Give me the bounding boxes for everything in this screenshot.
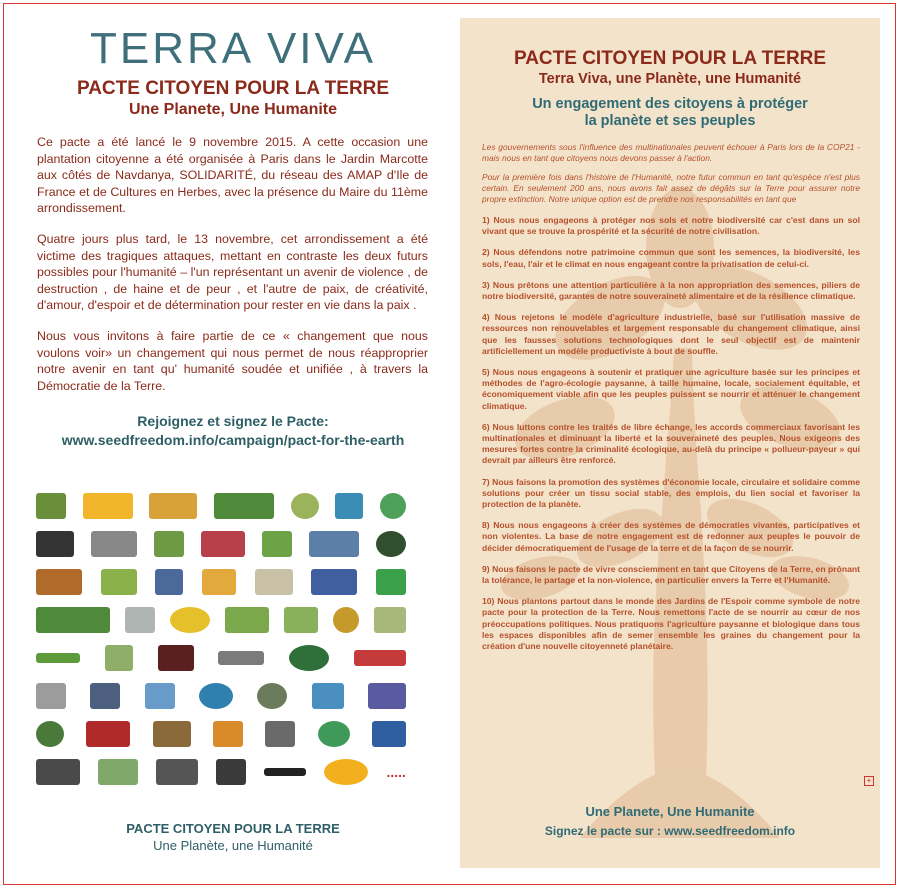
- pact-point-6: 6) Nous luttons contre les traités de libre échange, les accords commerciaux favorisant les multinationales et diminuant la liberté et la souveraineté des peuples. Nous exigeons des mesures fortes contre la criminalité écologique, au-delà du principe « pollueur-payeur » qui devrait par ailleurs être renforcé.: [482, 421, 860, 466]
- partner-logo: [264, 768, 306, 776]
- partner-logo: [265, 721, 295, 747]
- logo-row: [36, 640, 406, 676]
- partner-logo: [225, 607, 269, 633]
- partner-logo: [284, 607, 318, 633]
- partner-logos: [36, 488, 406, 792]
- intro-paragraph: Pour la première fois dans l'histoire de l'Humanité, notre futur commun en tant qu'espèce n'est plus certain. En seulement 200 ans, nous avons fait assez de dégâts sur la Terre pour assurer notre propre extinction. Notre unique option est de prendre nos responsabilités en tant que: [482, 172, 860, 204]
- partner-logo: [158, 645, 194, 671]
- tagline-line-1: Un engagement des citoyens à protéger: [532, 96, 808, 112]
- partner-logo: [149, 493, 197, 519]
- partner-logo: [309, 531, 359, 557]
- partner-logo: [312, 683, 344, 709]
- partner-logo: [376, 569, 406, 595]
- partner-logo: [36, 721, 64, 747]
- partner-logo: [376, 531, 406, 557]
- pact-points: [482, 215, 860, 652]
- partner-logo: [98, 759, 138, 785]
- pact-content: [460, 18, 880, 662]
- partner-logo: [101, 569, 137, 595]
- plus-icon[interactable]: +: [864, 776, 874, 786]
- intro-paragraph: Les gouvernements sous l'influence des multinationales peuvent échouer à Paris lors de la COP21 - mais nous en tant que citoyens nous devons passer à l'action.: [482, 142, 860, 163]
- partner-logo: [154, 531, 184, 557]
- partner-logo: [291, 493, 319, 519]
- partner-logo: [324, 759, 368, 785]
- partner-logo: [36, 683, 66, 709]
- partner-logo: [170, 607, 210, 633]
- invitation-paragraph: Nous vous invitons à faire partie de ce « changement que nous voulons voir» un changement qui nous permet de nous réapproprier notre avenir en tant qu' humanité soudée et unifiée , à travers la Démocratie de la Terre.: [37, 328, 428, 393]
- partner-logo: [318, 721, 350, 747]
- partner-logo: [380, 493, 406, 519]
- partner-logo: [216, 759, 246, 785]
- right-footer-motto: Une Planete, Une Humanite: [585, 804, 755, 819]
- left-subtitle: Une Planete, Une Humanite: [128, 101, 338, 118]
- pact-point-4: 4) Nous rejetons le modèle d'agriculture industrielle, basé sur l'utilisation massive de ressources non renouvelables et largement responsable du changement climatique, ainsi que les fausses solutions technologiques dont le seul objectif est de maintenir artificiellement un modèle productiviste à bout de souffle.: [482, 312, 860, 356]
- logo-row: [36, 488, 406, 524]
- pact-point-7: 7) Nous faisons la promotion des systèmes d'économie locale, circulaire et solidaire comme solutions pour créer un tissu social stable, des emplois, du lien social et favoriser la protection de la planète.: [482, 476, 860, 510]
- partner-logo: [214, 493, 274, 519]
- logo-row: [36, 526, 406, 562]
- more-logos-ellipsis: .....: [386, 764, 406, 780]
- partner-logo: [368, 683, 406, 709]
- logo-row: [36, 602, 406, 638]
- partner-logo: [36, 569, 82, 595]
- partner-logo: [374, 607, 406, 633]
- partner-logo: [83, 493, 133, 519]
- partner-logo: [105, 645, 133, 671]
- partner-logo: [153, 721, 191, 747]
- partner-logo: [36, 653, 80, 663]
- intro-paragraph: Ce pacte a été lancé le 9 novembre 2015. A cette occasion une plantation citoyenne a été organisée à Paris dans le Jardin Marcotte aux côtés de Navdanya, SOLIDARITÉ, du réseau des AMAP d'Ile de France et de Cultures en Herbes, avec la présence du Maire du 11ème arrondissement.: [37, 135, 428, 216]
- partner-logo: [255, 569, 293, 595]
- partner-logo: [155, 569, 183, 595]
- partner-logo: [36, 759, 80, 785]
- left-title: PACTE CITOYEN POUR LA TERRE: [76, 78, 390, 99]
- partner-logo: [86, 721, 130, 747]
- partner-logo: [202, 569, 236, 595]
- pact-point-1: 1) Nous nous engageons à protéger nos sols et notre biodiversité car c'est dans un sol vivant que se trouve la prospérité et la sécurité de notre civilisation.: [482, 215, 860, 237]
- partner-logo: [91, 531, 137, 557]
- partner-logo: [156, 759, 198, 785]
- partner-logo: [289, 645, 329, 671]
- logo-row: [36, 678, 406, 714]
- partner-logo: [333, 607, 359, 633]
- campaign-link[interactable]: www.seedfreedom.info/campaign/pact-for-the-earth: [61, 432, 405, 449]
- partner-logo: [199, 683, 233, 709]
- partner-logo: [335, 493, 363, 519]
- partner-logo: [90, 683, 120, 709]
- partner-logo: [354, 650, 406, 666]
- partner-logo: [218, 651, 264, 665]
- pact-point-10: 10) Nous plantons partout dans le monde des Jardins de l'Espoir comme symbole de notre pacte pour la protection de la Terre. Nous remettons l'acte de se nourrir au cœur de nos préoccupations politiques. Nous pratiquons l'agriculture paysanne et biologique dans tous les espaces disponibles afin de semer ensemble les graines du changement pour la création d'une nouvelle citoyenneté planétaire.: [482, 596, 860, 652]
- pact-point-9: 9) Nous faisons le pacte de vivre consciemment en tant que Citoyens de la Terre, en prônant la tolérance, le partage et la non-violence, en particulier envers la Terre et l'Humanité.: [482, 563, 860, 586]
- left-footer-subtitle: Une Planète, une Humanité: [153, 838, 313, 853]
- tagline-line-2: la planète et ses peuples: [584, 113, 756, 129]
- partner-logo: [262, 531, 292, 557]
- partner-logo: [372, 721, 406, 747]
- intro-text: [482, 142, 860, 205]
- partner-logo: [36, 493, 66, 519]
- partner-logo: [145, 683, 175, 709]
- pact-point-3: 3) Nous prêtons une attention particulière à la non appropriation des semences, piliers de notre biodiversité, garantes de notre souveraineté alimentaire et de la résilience climatique.: [482, 279, 860, 302]
- right-panel: [460, 18, 880, 868]
- partner-logo: [257, 683, 287, 709]
- pact-point-2: 2) Nous défendons notre patrimoine commun que sont les semences, la biodiversité, les sols, l'eau, l'air et le climat en nous engageant contre la privatisation de celui-ci.: [482, 247, 860, 269]
- partner-logo: [125, 607, 155, 633]
- pact-point-8: 8) Nous nous engageons à créer des systèmes de démocraties vivantes, participatives et non violentes. La base de notre engagement est de redonner aux peuples le pouvoir de décider démocratiquement de l'usage de la terre et de la façon de se nourrir.: [482, 520, 860, 553]
- join-heading: Rejoignez et signez le Pacte:: [137, 413, 329, 430]
- sign-link[interactable]: Signez le pacte sur : www.seedfreedom.info: [544, 824, 796, 838]
- right-subtitle: Terra Viva, une Planète, une Humanité: [538, 71, 802, 87]
- partner-logo: [36, 531, 74, 557]
- partner-logo: [213, 721, 243, 747]
- logo-row: [36, 716, 406, 752]
- right-title: PACTE CITOYEN POUR LA TERRE: [513, 48, 827, 69]
- left-footer-title: PACTE CITOYEN POUR LA TERRE: [126, 821, 340, 836]
- partner-logo: [201, 531, 245, 557]
- logo-row: [36, 754, 406, 790]
- pact-point-5: 5) Nous nous engageons à soutenir et pratiquer une agriculture basée sur les principes et méthodes de l'agro-écologie paysanne, à taille humaine, locale, socialement équitable, et économiquement viable afin que les peuples puissent se nourrir et atténuer le changement climatique.: [482, 367, 860, 411]
- attacks-paragraph: Quatre jours plus tard, le 13 novembre, cet arrondissement a été victime des tragiques attaques, mettant en contraste les deux futurs possibles pour l'humanité – l'un représentant un avenir de violence , de destruction , de haine et de peur , et l'autre de paix, de créativité, d'amour, d'espoir et de détermination pour rester en vie dans la paix .: [37, 231, 428, 313]
- partner-logo: [311, 569, 357, 595]
- logo-row: [36, 564, 406, 600]
- brand-title: TERRA VIVA: [90, 24, 376, 73]
- partner-logo: [36, 607, 110, 633]
- left-panel: [24, 18, 442, 868]
